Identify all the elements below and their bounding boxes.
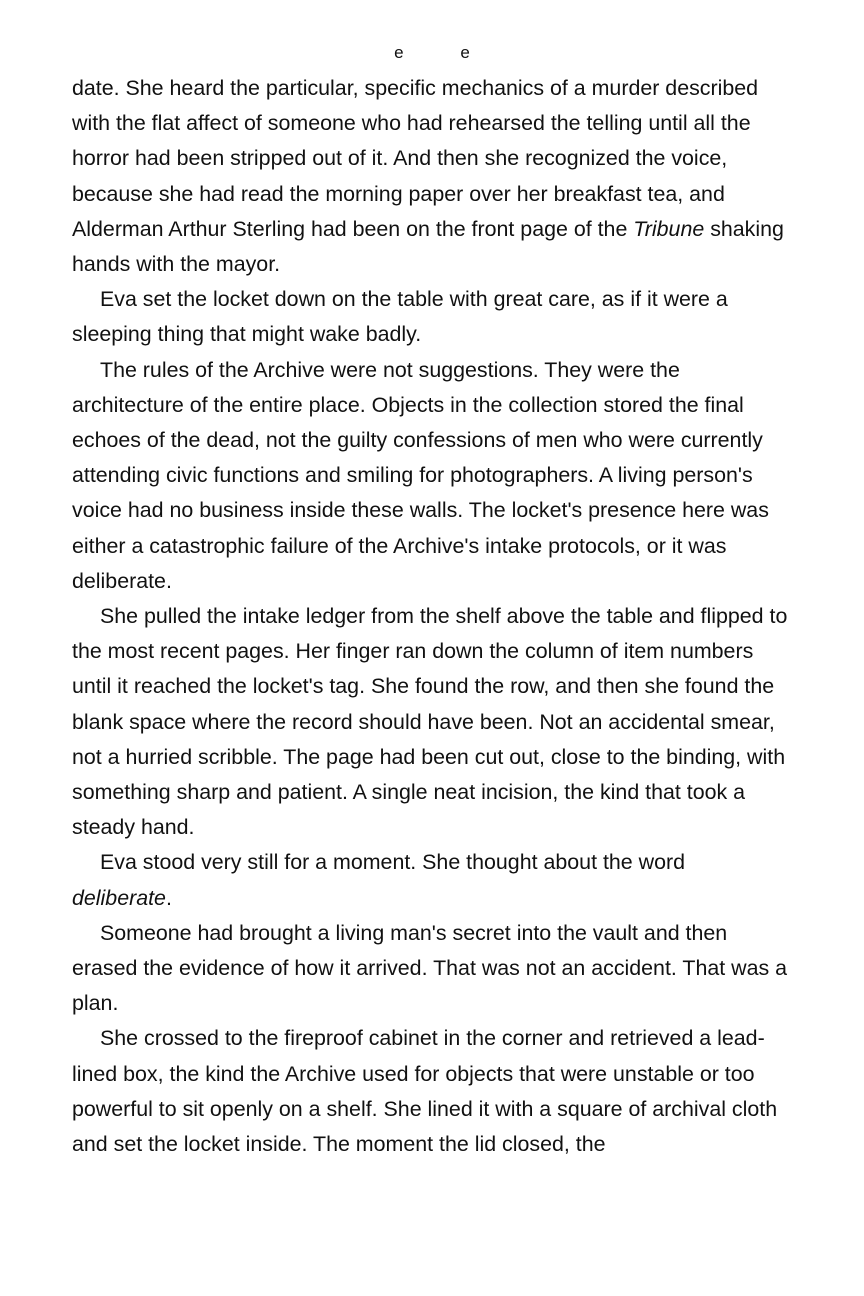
newspaper-title: Tribune	[633, 216, 705, 241]
emphasized-word: deliberate	[72, 885, 166, 910]
paragraph-text: .	[165, 885, 172, 910]
paragraph-text: shaking hands with the mayor.	[72, 216, 784, 277]
paragraph: Eva set the locket down on the table with great care, as if it were a sleeping thing that might wake badly.	[72, 287, 728, 347]
header-right-mark: e	[460, 43, 470, 62]
paragraph-continuation	[72, 71, 788, 282]
page-body	[72, 71, 788, 1162]
paragraph	[72, 845, 788, 915]
header-left-mark: e	[394, 43, 404, 62]
paragraph-text: Eva stood very still for a moment. She thought about the word	[100, 850, 685, 875]
paragraph: She crossed to the fireproof cabinet in the corner and retrieved a lead-lined box, the kind the Archive used for objects that were unstable or too powerful to sit openly on a shelf. She lined it with a square of archival cloth and set the locket inside. The moment the lid closed, the	[72, 1026, 778, 1157]
running-header	[0, 42, 864, 64]
paragraph: The rules of the Archive were not suggestions. They were the architecture of the entire place. Objects in the collection stored the final echoes of the dead, not the guilty confessions of men who were currently attending civic functions and smiling for photographers. A living person's voice had no business inside these walls. The locket's presence here was either a catastrophic failure of the Archive's intake protocols, or it was deliberate.	[72, 357, 769, 593]
paragraph-text: date. She heard the particular, specific mechanics of a murder described with the flat affect of someone who had rehearsed the telling until all the horror had been stripped out of it. And then she recognized the voice, because she had read the morning paper over her breakfast tea, and Alderman Arthur Sterling had been on the front page of the	[72, 76, 759, 241]
paragraph: Someone had brought a living man's secret into the vault and then erased the evidence of how it arrived. That was not an accident. That was a plan.	[72, 920, 788, 1016]
paragraph: She pulled the intake ledger from the shelf above the table and flipped to the most recent pages. Her finger ran down the column of item numbers until it reached the locket's tag. She found the row, and then she found the blank space where the record should have been. Not an accidental smear, not a hurried scribble. The page had been cut out, close to the binding, with something sharp and patient. A single neat incision, the kind that took a steady hand.	[72, 604, 788, 840]
